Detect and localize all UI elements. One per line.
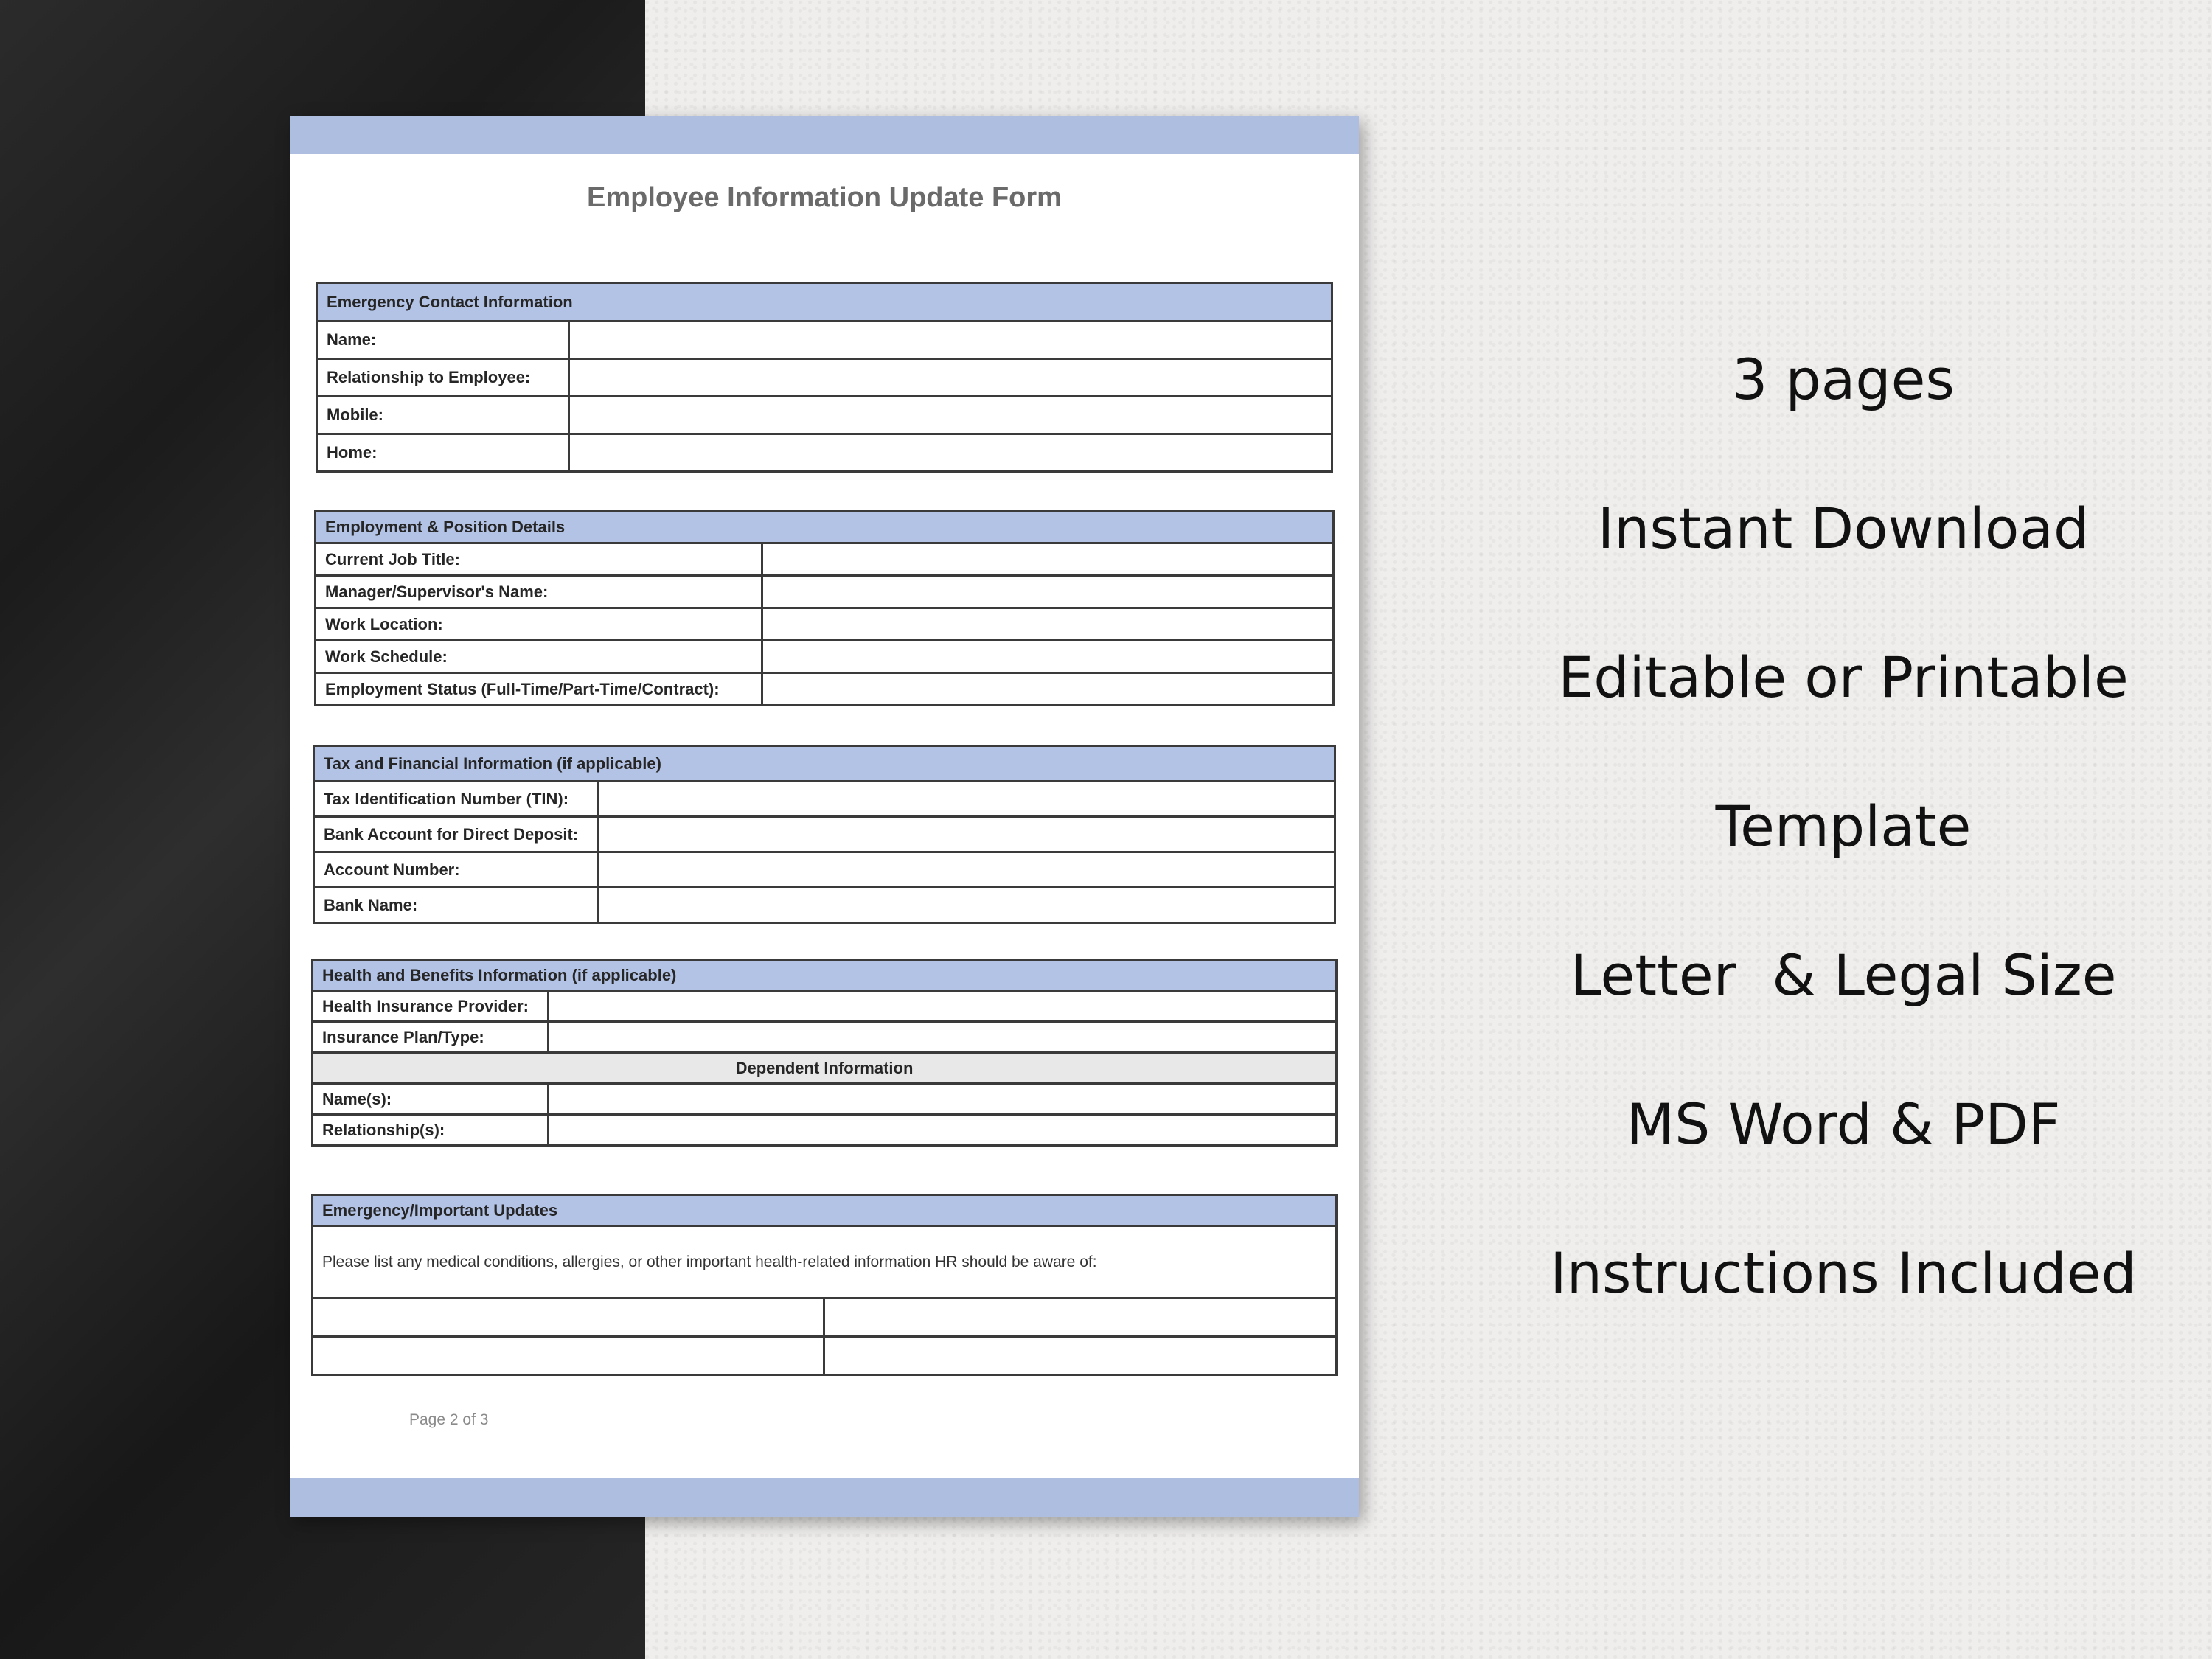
- page-number: Page 2 of 3: [409, 1411, 489, 1428]
- health-benefits-table: [311, 959, 1338, 1147]
- insurance-plan-field[interactable]: [549, 1022, 1337, 1053]
- section-header: Tax and Financial Information (if applicable): [314, 746, 1335, 782]
- field-label: Name:: [317, 321, 569, 359]
- field-label: Bank Account for Direct Deposit:: [314, 817, 599, 852]
- tax-financial-table: [313, 745, 1336, 924]
- work-location-field[interactable]: [762, 608, 1334, 641]
- field-label: Account Number:: [314, 852, 599, 888]
- section-header: Emergency/Important Updates: [313, 1195, 1337, 1226]
- important-updates-table: [311, 1194, 1338, 1376]
- dependent-subheader: Dependent Information: [313, 1053, 1337, 1084]
- field-label: Tax Identification Number (TIN):: [314, 782, 599, 817]
- updates-instruction: Please list any medical conditions, allergies, or other important health-related information HR should be aware of:: [313, 1226, 1337, 1298]
- section-header: Employment & Position Details: [316, 512, 1334, 543]
- field-label: Current Job Title:: [316, 543, 762, 576]
- field-label: Relationship(s):: [313, 1115, 549, 1146]
- relationship-field[interactable]: [569, 359, 1332, 397]
- form-title: Employee Information Update Form: [587, 182, 1062, 213]
- field-label: Insurance Plan/Type:: [313, 1022, 549, 1053]
- feature-item: Instructions Included: [1550, 1240, 2137, 1306]
- top-color-band: [290, 116, 1359, 154]
- name-field[interactable]: [569, 321, 1332, 359]
- field-label: Work Schedule:: [316, 641, 762, 673]
- field-label: Mobile:: [317, 397, 569, 434]
- field-label: Home:: [317, 434, 569, 472]
- field-label: Relationship to Employee:: [317, 359, 569, 397]
- field-label: Work Location:: [316, 608, 762, 641]
- field-label: Manager/Supervisor's Name:: [316, 576, 762, 608]
- manager-field[interactable]: [762, 576, 1334, 608]
- updates-field[interactable]: [824, 1298, 1337, 1337]
- bank-account-field[interactable]: [599, 817, 1335, 852]
- updates-field[interactable]: [313, 1337, 824, 1375]
- field-label: Employment Status (Full-Time/Part-Time/Contract):: [316, 673, 762, 706]
- employment-status-field[interactable]: [762, 673, 1334, 706]
- section-header: Health and Benefits Information (if applicable): [313, 960, 1337, 991]
- updates-field[interactable]: [824, 1337, 1337, 1375]
- tin-field[interactable]: [599, 782, 1335, 817]
- bottom-color-band: [290, 1478, 1359, 1517]
- feature-item: Instant Download: [1597, 495, 2090, 561]
- account-number-field[interactable]: [599, 852, 1335, 888]
- feature-item: Letter & Legal Size: [1570, 942, 2117, 1008]
- feature-list: [1497, 347, 2190, 1389]
- feature-item: 3 pages: [1732, 347, 1955, 412]
- dependent-relationships-field[interactable]: [549, 1115, 1337, 1146]
- home-field[interactable]: [569, 434, 1332, 472]
- job-title-field[interactable]: [762, 543, 1334, 576]
- feature-item: MS Word & PDF: [1626, 1091, 2061, 1157]
- updates-field[interactable]: [313, 1298, 824, 1337]
- work-schedule-field[interactable]: [762, 641, 1334, 673]
- mobile-field[interactable]: [569, 397, 1332, 434]
- insurance-provider-field[interactable]: [549, 991, 1337, 1022]
- field-label: Health Insurance Provider:: [313, 991, 549, 1022]
- field-label: Name(s):: [313, 1084, 549, 1115]
- form-page: [290, 116, 1359, 1517]
- bank-name-field[interactable]: [599, 888, 1335, 923]
- emergency-contact-table: [316, 282, 1333, 473]
- section-header: Emergency Contact Information: [317, 283, 1332, 321]
- feature-item: Template: [1715, 793, 1972, 859]
- feature-item: Editable or Printable: [1558, 644, 2129, 710]
- dependent-names-field[interactable]: [549, 1084, 1337, 1115]
- employment-table: [314, 510, 1335, 706]
- field-label: Bank Name:: [314, 888, 599, 923]
